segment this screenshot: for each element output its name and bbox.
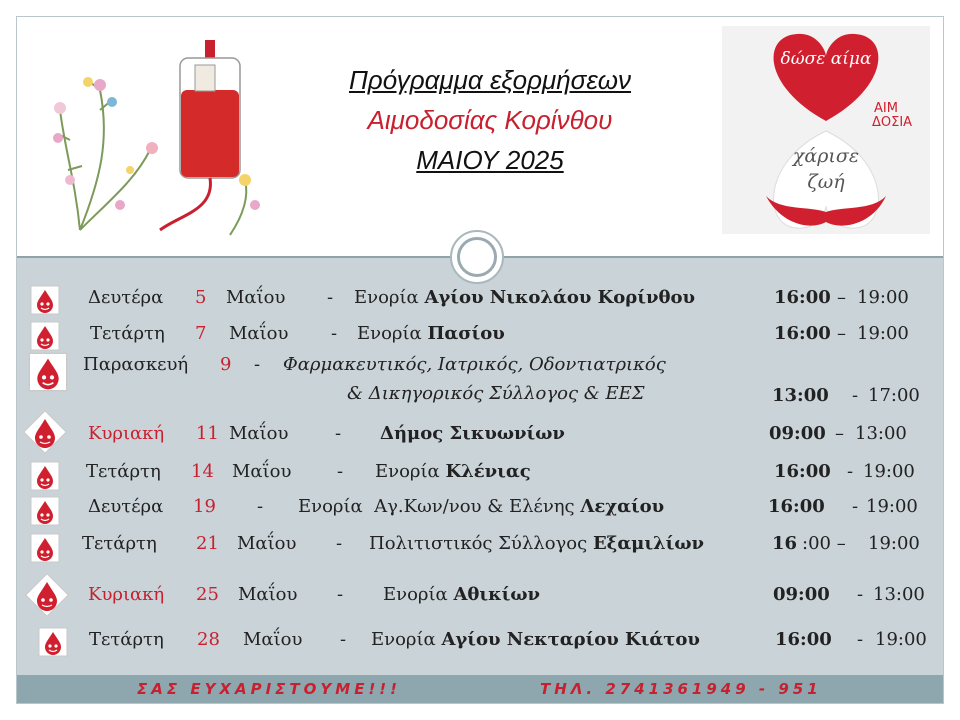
row-date: 11 [196, 423, 219, 444]
schedule-row [0, 533, 960, 563]
row-time-start: 09:00 [769, 423, 826, 444]
row-month: Μαΐου [232, 461, 292, 482]
row-time-end: 19:00 [863, 461, 915, 482]
row-dash: - [331, 323, 338, 344]
row-day: Τετάρτη [86, 461, 161, 482]
row-time-sep: – [835, 423, 844, 444]
row-place-prefix: Ενορία [354, 287, 425, 308]
row-place-prefix: Πολιτιστικός Σύλλογος [369, 533, 593, 554]
row-day: Δευτέρα [88, 287, 164, 308]
row-dash: - [337, 584, 344, 605]
row-time-end: 13:00 [855, 423, 907, 444]
row-dash: - [336, 533, 343, 554]
row-date: 9 [220, 354, 232, 375]
logo-brand-a: ΑΙΜ [874, 101, 898, 116]
row-month: Μαΐου [238, 584, 298, 605]
blood-drop-icon [22, 409, 68, 455]
schedule-row [0, 354, 960, 410]
row-month: Μαΐου [243, 629, 303, 650]
schedule-row [0, 323, 960, 353]
row-time-end: 17:00 [868, 385, 920, 406]
footer-thanks: ΣΑΣ ΕΥΧΑΡΙΣΤΟΥΜΕ!!! [137, 680, 401, 698]
row-place-bold: Εξαμιλίων [592, 533, 705, 554]
row-day: Δευτέρα [88, 496, 164, 517]
row-time-end: 19:00 [866, 496, 918, 517]
row-place-prefix: Ενορία [375, 461, 446, 482]
row-day: Κυριακή [88, 423, 165, 444]
row-place-bold: Αθικίων [453, 584, 540, 605]
schedule-row [0, 461, 960, 491]
blood-drop-icon [30, 285, 60, 315]
row-time-start: 16:00 [768, 496, 825, 517]
row-date: 28 [197, 629, 220, 650]
row-place-bold: Λεχαίου [580, 496, 665, 517]
row-time-end: 19:00 [857, 287, 909, 308]
row-month: Μαΐου [237, 533, 297, 554]
row-place-prefix: Ενορία [357, 323, 428, 344]
row-place-bold: Πασίου [427, 323, 505, 344]
row-time-start: 16:00 [774, 461, 831, 482]
row-place-line1: Φαρμακευτικός, Ιατρικός, Οδοντιατρικός [283, 354, 666, 375]
divider-circle-ornament [450, 230, 504, 284]
row-day: Τετάρτη [82, 533, 157, 554]
row-place [357, 323, 505, 344]
row-place [298, 496, 664, 517]
row-place [354, 287, 695, 308]
schedule-row [0, 287, 960, 317]
row-place [383, 584, 540, 605]
logo-text-top: δώσε αίμα [780, 49, 872, 69]
schedule-row [0, 584, 960, 614]
row-time-start: 16:00 [775, 629, 832, 650]
row-time-sep: :00 – [802, 533, 846, 554]
row-date: 5 [195, 287, 207, 308]
row-place-prefix: Ενορία [383, 584, 454, 605]
row-place [369, 533, 704, 554]
schedule-row [0, 629, 960, 659]
blood-donation-logo [722, 26, 960, 236]
blood-drop-icon [30, 321, 60, 351]
row-day: Τετάρτη [90, 323, 165, 344]
row-time-sep: - [847, 461, 854, 482]
row-dash: - [340, 629, 347, 650]
blood-drop-icon [30, 496, 60, 526]
blood-bag-illustration [40, 30, 290, 245]
flower-stems-icon [53, 77, 158, 230]
row-month: Μαΐου [229, 423, 289, 444]
row-time-start: 16:00 [774, 323, 831, 344]
row-time-end: 19:00 [857, 323, 909, 344]
row-day: Παρασκευή [83, 354, 189, 375]
row-day: Τετάρτη [89, 629, 164, 650]
row-time-end: 19:00 [868, 533, 920, 554]
row-date: 21 [196, 533, 219, 554]
row-dash: - [257, 496, 264, 517]
row-place [375, 461, 531, 482]
row-time-end: 13:00 [873, 584, 925, 605]
blood-drop-icon [30, 461, 60, 491]
row-place-prefix: Ενορία [371, 629, 442, 650]
row-date: 14 [191, 461, 214, 482]
row-date: 7 [195, 323, 207, 344]
row-time-start: 16:00 [774, 287, 831, 308]
logo-text-bottom-2: ζωή [807, 171, 845, 193]
row-time-sep: – [837, 323, 846, 344]
row-time-start: 13:00 [772, 385, 829, 406]
footer-phone: ΤΗΛ. 2741361949 - 951 [540, 680, 822, 698]
logo-brand-b: ΔΟΣΙΑ [872, 115, 913, 130]
page-title [280, 60, 700, 180]
title-line-3: ΜΑΙΟΥ 2025 [416, 145, 564, 175]
row-month: Μαΐου [229, 323, 289, 344]
row-time-sep: - [857, 629, 864, 650]
schedule-row [0, 496, 960, 526]
row-place-bold: Αγίου Νικολάου Κορίνθου [424, 287, 695, 308]
row-place-bold: Κλένιας [445, 461, 531, 482]
row-date: 19 [193, 496, 216, 517]
row-time-sep: - [852, 385, 859, 406]
title-line-2: Αιμοδοσίας Κορίνθου [367, 105, 613, 135]
row-time-sep: – [837, 287, 846, 308]
row-time-sep: - [852, 496, 859, 517]
blood-drop-icon [28, 352, 68, 392]
row-time-start: 16 [772, 533, 798, 554]
blood-drop-icon [38, 627, 68, 657]
row-dash: - [327, 287, 334, 308]
row-time-start: 09:00 [773, 584, 830, 605]
row-place [371, 629, 700, 650]
blood-drop-icon [30, 533, 60, 563]
schedule-row [0, 423, 960, 453]
blood-bag-icon [160, 40, 240, 230]
row-time-sep: - [857, 584, 864, 605]
row-day: Κυριακή [88, 584, 165, 605]
row-place-prefix: Ενορία Αγ.Κων/νου & Ελένης [298, 496, 581, 517]
row-dash: - [335, 423, 342, 444]
footer-bar [17, 675, 943, 703]
flower-right-icon [230, 174, 260, 235]
logo-text-bottom-1: χάρισε [792, 145, 860, 167]
row-date: 25 [196, 584, 219, 605]
row-place-line2: & Δικηγορικός Σύλλογος & ΕΕΣ [347, 383, 645, 404]
row-place-bold: Αγίου Νεκταρίου Κιάτου [441, 629, 700, 650]
blood-drop-icon [24, 572, 70, 618]
row-place-bold: Δήμος Σικυωνίων [380, 423, 565, 444]
row-month: Μαΐου [226, 287, 286, 308]
title-line-1: Πρόγραμμα εξορμήσεων [348, 65, 632, 95]
row-time-end: 19:00 [875, 629, 927, 650]
row-dash: - [337, 461, 344, 482]
row-place [380, 423, 565, 444]
row-dash: - [254, 354, 261, 375]
